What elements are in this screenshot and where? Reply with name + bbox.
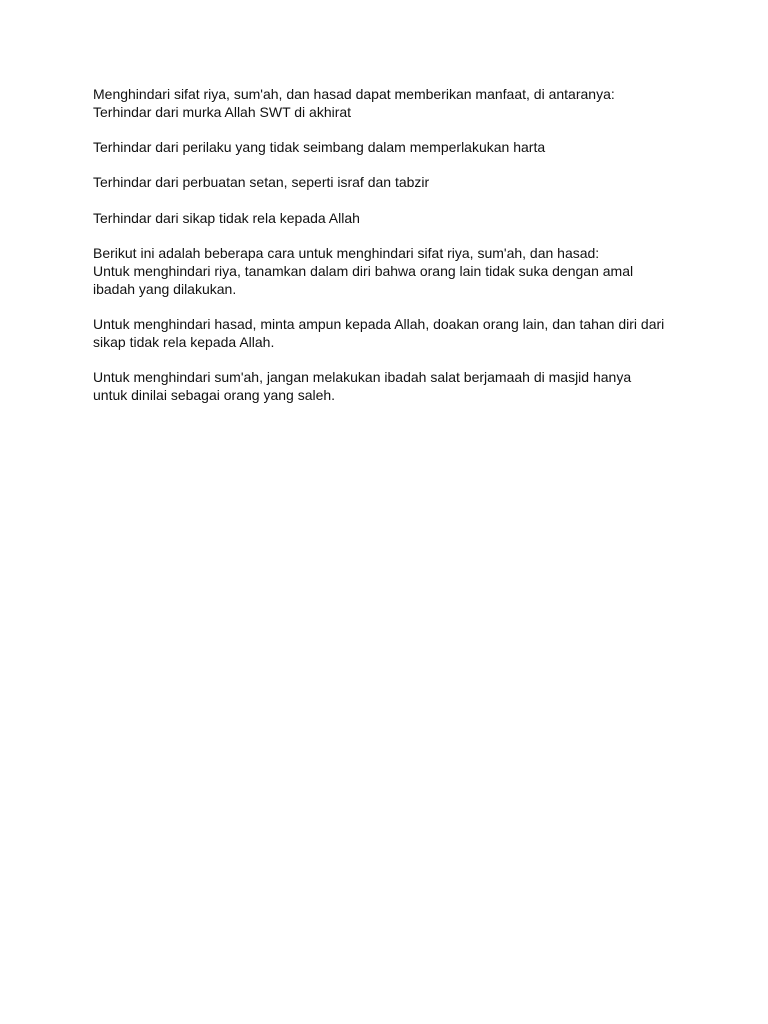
paragraph-benefits-intro (93, 86, 683, 121)
text-line: Untuk menghindari riya, tanamkan dalam diri bahwa orang lain tidak suka dengan amal (93, 262, 634, 279)
paragraph-benefit-setan (93, 174, 683, 192)
paragraph-ways-riya (93, 245, 683, 298)
paragraph-benefit-harta (93, 139, 683, 157)
text-line: Terhindar dari sikap tidak rela kepada Allah (93, 209, 360, 226)
text-line: Menghindari sifat riya, sum'ah, dan hasad dapat memberikan manfaat, di antaranya: (93, 86, 615, 102)
paragraph-ways-sumah (93, 369, 683, 404)
text-line: Berikut ini adalah beberapa cara untuk menghindari sifat riya, sum'ah, dan hasad: (93, 245, 600, 262)
paragraph-ways-hasad (93, 316, 683, 351)
text-line: untuk dinilai sebagai orang yang saleh. (93, 386, 336, 403)
text-line: Terhindar dari perbuatan setan, seperti israf dan tabzir (93, 174, 430, 191)
document-body (93, 86, 683, 422)
text-line: Untuk menghindari sum'ah, jangan melakukan ibadah salat berjamaah di masjid hanya (93, 369, 632, 386)
text-line: ibadah yang dilakukan. (93, 280, 237, 297)
paragraph-benefit-rela (93, 210, 683, 228)
text-line: Terhindar dari murka Allah SWT di akhirat (93, 103, 352, 120)
text-line: sikap tidak rela kepada Allah. (93, 333, 275, 350)
text-line: Untuk menghindari hasad, minta ampun kepada Allah, doakan orang lain, dan tahan diri dari (93, 316, 665, 333)
text-line: Terhindar dari perilaku yang tidak seimbang dalam memperlakukan harta (93, 139, 546, 156)
